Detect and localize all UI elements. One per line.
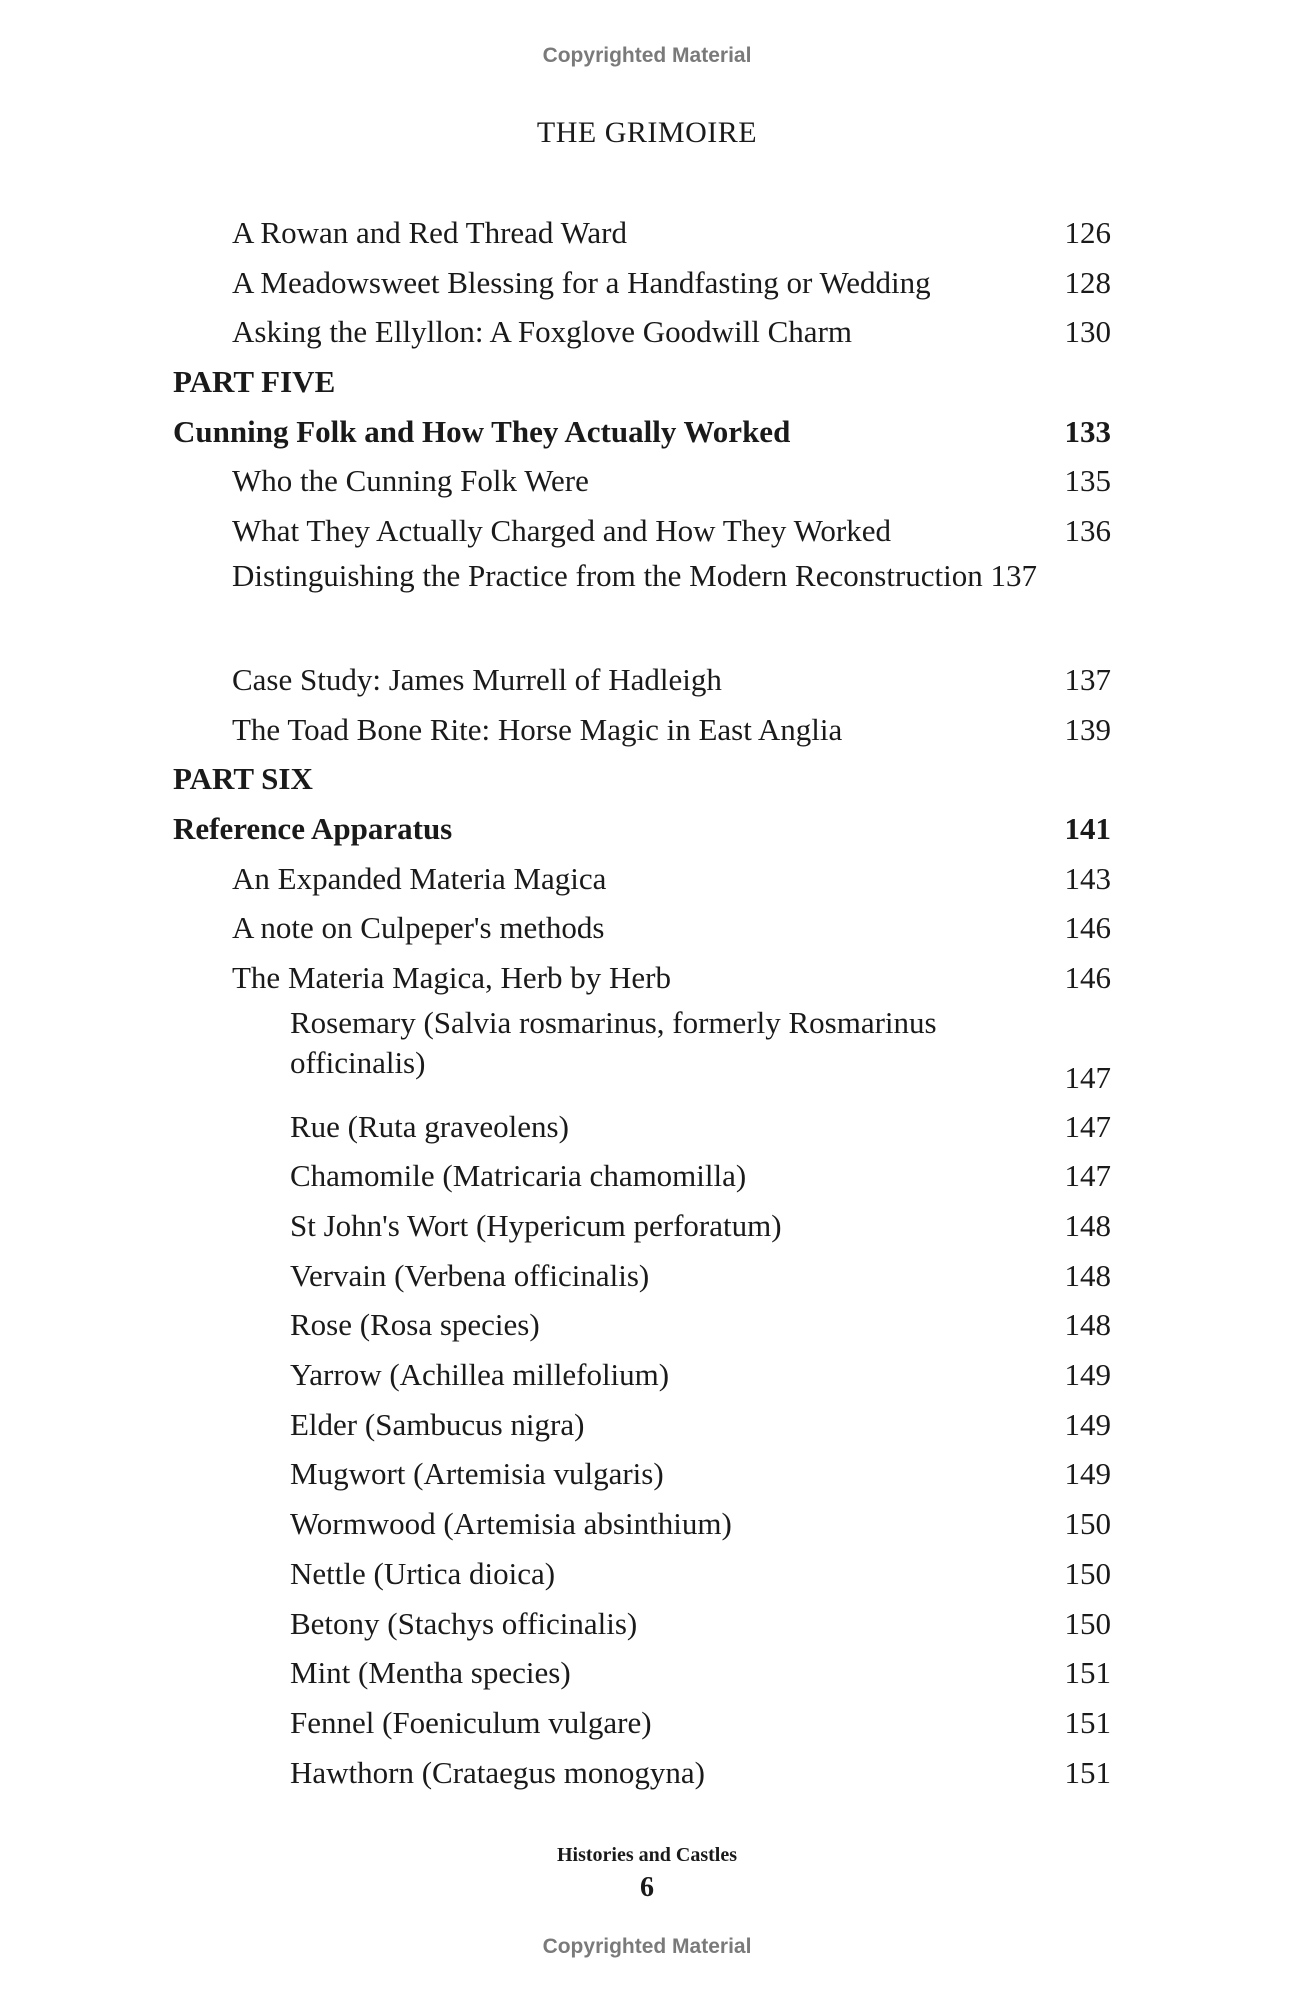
copyright-watermark-bottom: Copyrighted Material [542, 1935, 752, 1958]
toc-entry-page: 128 [1064, 264, 1111, 300]
toc-entry-page: 148 [1064, 1257, 1111, 1293]
toc-entry-title: Hawthorn (Crataegus monogyna) [290, 1754, 705, 1790]
toc-entry-title: PART SIX [173, 761, 313, 797]
toc-entry [0, 1499, 1294, 1549]
toc-entry [0, 903, 1294, 953]
toc-entry-title: Rosemary (Salvia rosmarinus, formerly Rosmarinus officinalis) [290, 1004, 937, 1080]
toc-entry-page: 147 [1064, 1108, 1111, 1144]
toc-entry [0, 705, 1294, 755]
toc-entry-title: St John's Wort (Hypericum perforatum) [290, 1208, 782, 1243]
toc-entry-page: 136 [1064, 513, 1111, 549]
toc-part-heading [0, 754, 1294, 804]
toc-entry [0, 1599, 1294, 1649]
toc-entry-title: A Meadowsweet Blessing for a Handfasting or Wedding [232, 264, 931, 300]
toc-entry-title: An Expanded Materia Magica [232, 860, 607, 896]
toc-entry-title: The Toad Bone Rite: Horse Magic in East Anglia [232, 711, 843, 747]
toc-entry [0, 1300, 1294, 1350]
toc-entry-title: Distinguishing the Practice from the Modern Reconstruction 137 [232, 557, 1037, 593]
toc-entry [0, 655, 1294, 705]
toc-part-heading [0, 357, 1294, 407]
toc-entry-title: Fennel (Foeniculum vulgare) [290, 1704, 652, 1740]
toc-entry [0, 456, 1294, 506]
toc-entry-page: 137 [1064, 661, 1111, 697]
table-of-contents [0, 208, 1294, 1797]
toc-entry-title: The Materia Magica, Herb by Herb [232, 959, 671, 995]
toc-entry-page: 150 [1064, 1605, 1111, 1641]
copyright-watermark-top: Copyrighted Material [542, 44, 752, 67]
toc-entry-title: A note on Culpeper's methods [232, 910, 605, 946]
toc-entry-title: Mint (Mentha species) [290, 1655, 571, 1691]
toc-entry [0, 208, 1294, 258]
toc-entry-title: Wormwood (Artemisia absinthium) [290, 1506, 732, 1542]
toc-entry-title: Rue (Ruta graveolens) [290, 1108, 569, 1144]
toc-entry [0, 1102, 1294, 1152]
toc-entry-page: 149 [1064, 1357, 1111, 1393]
toc-entry-title: Elder (Sambucus nigra) [290, 1406, 585, 1442]
toc-entry [0, 953, 1294, 1003]
toc-entry-title: Vervain (Verbena officinalis) [290, 1257, 650, 1293]
toc-entry [0, 506, 1294, 556]
toc-entry-title: PART FIVE [173, 364, 336, 400]
toc-entry [0, 556, 1294, 655]
toc-entry-page: 148 [1064, 1208, 1111, 1243]
toc-entry [0, 1449, 1294, 1499]
toc-entry-page: 143 [1064, 860, 1111, 896]
toc-entry-page: 150 [1064, 1506, 1111, 1542]
toc-entry-title: Mugwort (Artemisia vulgaris) [290, 1456, 664, 1492]
toc-entry-title: Who the Cunning Folk Were [232, 463, 589, 499]
toc-entry-page: 147 [1064, 1059, 1111, 1095]
toc-entry-title: Case Study: James Murrell of Hadleigh [232, 661, 722, 697]
toc-entry-page: 141 [1064, 810, 1111, 846]
toc-entry-page: 130 [1064, 314, 1111, 350]
running-head: THE GRIMOIRE [536, 116, 758, 149]
toc-entry-title: What They Actually Charged and How They Worked [232, 513, 891, 549]
toc-entry [0, 1151, 1294, 1201]
toc-entry [0, 1251, 1294, 1301]
toc-entry-title: A Rowan and Red Thread Ward [232, 215, 627, 250]
toc-entry [0, 1400, 1294, 1450]
toc-entry [0, 1549, 1294, 1599]
toc-entry-page: 147 [1064, 1158, 1111, 1194]
toc-entry-title: Betony (Stachys officinalis) [290, 1605, 638, 1641]
footer-book-title: Histories and Castles [557, 1844, 737, 1866]
toc-entry-page: 149 [1064, 1406, 1111, 1442]
toc-entry [0, 1350, 1294, 1400]
toc-entry [0, 258, 1294, 308]
toc-entry-page: 148 [1064, 1307, 1111, 1343]
toc-entry-title: Asking the Ellyllon: A Foxglove Goodwill Charm [232, 314, 852, 350]
toc-entry-page: 151 [1064, 1754, 1111, 1790]
toc-entry-page: 133 [1064, 413, 1111, 449]
toc-entry-title: Rose (Rosa species) [290, 1307, 540, 1343]
toc-entry [0, 1201, 1294, 1251]
toc-entry-page: 149 [1064, 1456, 1111, 1492]
toc-entry-title: Chamomile (Matricaria chamomilla) [290, 1158, 747, 1194]
toc-entry-page: 151 [1064, 1655, 1111, 1691]
toc-entry-page: 150 [1064, 1555, 1111, 1591]
toc-entry-page: 126 [1064, 215, 1111, 250]
toc-entry [0, 307, 1294, 357]
toc-section-heading [0, 407, 1294, 457]
toc-entry-page: 146 [1064, 910, 1111, 946]
toc-entry-title: Yarrow (Achillea millefolium) [290, 1357, 670, 1393]
toc-entry [0, 1698, 1294, 1748]
toc-entry-title: Reference Apparatus [173, 810, 453, 846]
toc-section-heading [0, 804, 1294, 854]
footer-page-number: 6 [640, 1872, 654, 1903]
toc-entry-page: 146 [1064, 959, 1111, 995]
toc-entry [0, 1748, 1294, 1798]
toc-entry-title: Cunning Folk and How They Actually Worked [173, 413, 791, 449]
toc-entry [0, 1648, 1294, 1698]
toc-entry [0, 1003, 1294, 1102]
toc-entry-page: 135 [1064, 463, 1111, 499]
toc-entry-title: Nettle (Urtica dioica) [290, 1555, 556, 1591]
toc-entry-page: 139 [1064, 711, 1111, 747]
toc-entry-page: 151 [1064, 1704, 1111, 1740]
toc-entry [0, 854, 1294, 904]
